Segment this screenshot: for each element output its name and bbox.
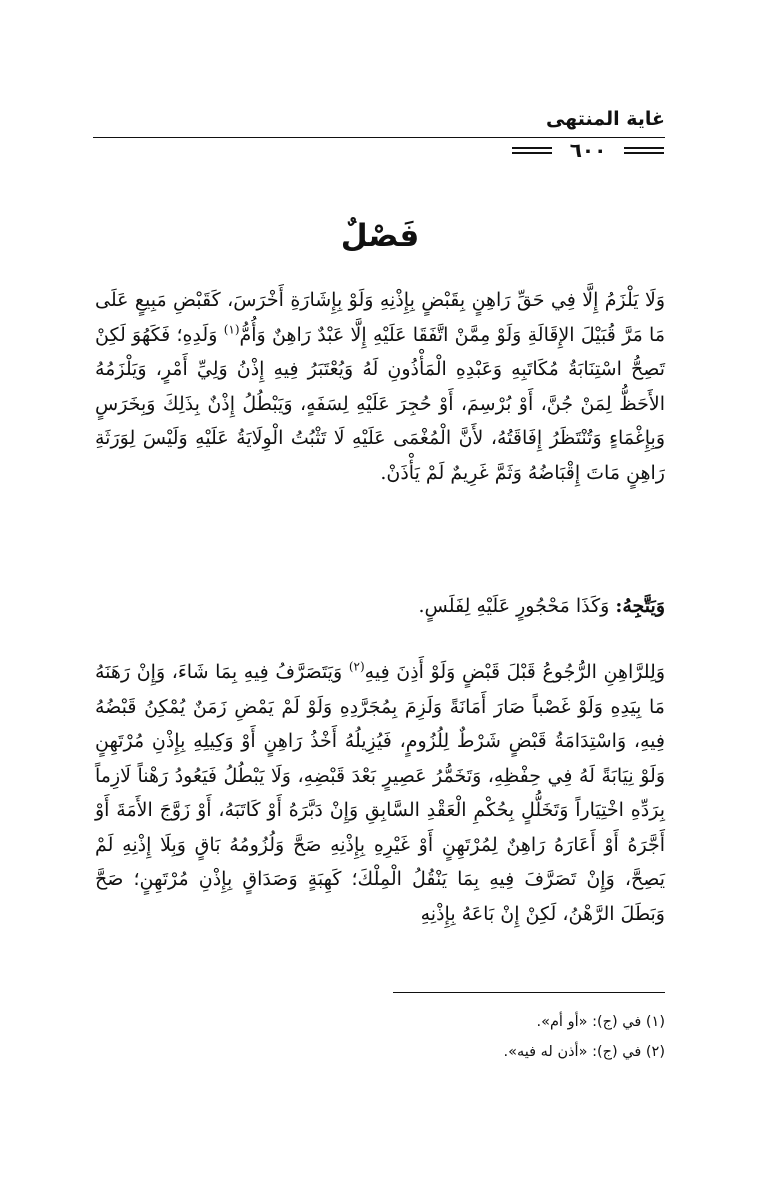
footnote-1: (١) في (ج): «أو أم». (536, 1014, 665, 1030)
paragraph-1-text: وَلَا يَلْزَمُ إِلَّا فِي حَقِّ رَاهِنٍ بِقَبْضٍ بِإِذْنِهِ وَلَوْ بِإِشَارَةِ أَخْرَسَ، كَقَبْضِ مَبِيعٍ عَلَى مَا مَرَّ قُبَيْلَ الإِقَالَةِ وَلَوْ مِمَّنْ اتَّفَقَا عَلَيْهِ إِلَّا عَبْدٌ رَاهِنٌ وَأُمُّ (95, 289, 665, 346)
page-number-block (512, 136, 664, 164)
paragraph-3-continued: وَيَتَصَرَّفُ فِيهِ بِمَا شَاءَ، وَإِنْ رَهَنَهُ مَا بِيَدِهِ وَلَوْ غَصْباً صَارَ أَمَانَةً وَلَزِمَ بِمُجَرَّدِهِ وَلَوْ لَمْ يَمْضِ زَمَنٌ يُمْكِنُ قَبْضُهُ فِيهِ، وَاسْتِدَامَةُ قَبْضٍ شَرْطٌ لِلُزُومٍ، فَيُزِيلُهُ أَخْذُ رَاهِنٍ أَوْ وَكِيلِهِ بِإِذْنِ مُرْتَهِنٍ وَلَوْ نِيَابَةً لَهُ فِي حِفْظِهِ، وَتَخَمُّرُ عَصِيرٍ بَعْدَ قَبْضِهِ، وَلَا يَبْطُلُ فَيَعُودُ رَهْناً لَازِماً بِرَدِّهِ اخْتِيَاراً وَتَخَلُّلٍ بِحُكْمِ الْعَقْدِ السَّابِقِ وَإِنْ دَبَّرَهُ أَوْ كَاتَبَهُ، أَوْ زَوَّجَ الأَمَةَ أَوْ أَجَّرَهُ أَوْ أَعَارَهُ رَاهِنٌ لِمُرْتَهِنٍ أَوْ غَيْرِهِ بِإِذْنِهِ صَحَّ وَلُزُومُهُ بَاقٍ وَبِلَا إِذْنِهِ لَمْ يَصِحَّ، وَإِنْ تَصَرَّفَ فِيهِ بِمَا يَنْقُلُ الْمِلْكَ؛ كَهِبَةٍ وَصَدَاقٍ بِإِذْنِ مُرْتَهِنٍ؛ صَحَّ وَبَطَلَ الرَّهْنُ، لَكِنْ إِنْ بَاعَهُ بِإِذْنِهِ (95, 661, 665, 925)
paragraph-3-text: وَلِلرَّاهِنِ الرُّجُوعُ قَبْلَ قَبْضٍ وَلَوْ أَذِنَ فِيهِ (364, 661, 665, 683)
page-number: ٦٠٠ (569, 138, 607, 162)
paragraph-1 (95, 283, 665, 490)
paragraph-2-text: وَكَذَا مَحْجُورٍ عَلَيْهِ لِفَلَسٍ. (418, 595, 616, 617)
footnote-rule (393, 992, 665, 993)
footnote-2: (٢) في (ج): «أذن له فيه». (503, 1044, 665, 1060)
footnote-ref-1: (١) (223, 322, 240, 337)
running-title: غاية المنتهى (545, 108, 665, 130)
page-number-ornament-right (624, 147, 664, 154)
paragraph-1-continued: وَلَدِهِ؛ فَكَهُوَ لَكِنْ تَصِحُّ اسْتِنَابَةُ مُكَاتَبِهِ وَعَبْدِهِ الْمَأْذُونِ لَهُ وَيُعْتَبَرُ فِيهِ إِذْنُ وَلِيِّ أَمْرٍ، وَيَلْزَمُهُ الأَحَظُّ لِمَنْ جُنَّ، أَوْ بُرْسِمَ، أَوْ حُجِرَ عَلَيْهِ لِسَفَهٍ، وَيَبْطُلُ إِذْنٌ بِذَلِكَ وَبِخَرَسٍ وَبِإِغْمَاءٍ وَتُنْتَظَرُ إِفَاقَتُهُ، لأَنَّ الْمُغْمَى عَلَيْهِ لَا تَثْبُتُ الْوِلَايَةُ عَلَيْهِ وَلَيْسَ لِوَرَثَةِ رَاهِنٍ مَاتَ إِقْبَاضُهُ وَثَمَّ غَرِيمٌ لَمْ يَأْذَنْ. (95, 323, 665, 484)
section-title: فَصْلٌ (340, 218, 420, 254)
paragraph-2-lead: وَيَتَّجِهُ: (615, 595, 665, 617)
paragraph-2 (95, 589, 665, 624)
paragraph-3 (95, 655, 665, 931)
footnote-ref-2: (٢) (348, 659, 365, 674)
page-number-ornament-left (512, 147, 552, 154)
